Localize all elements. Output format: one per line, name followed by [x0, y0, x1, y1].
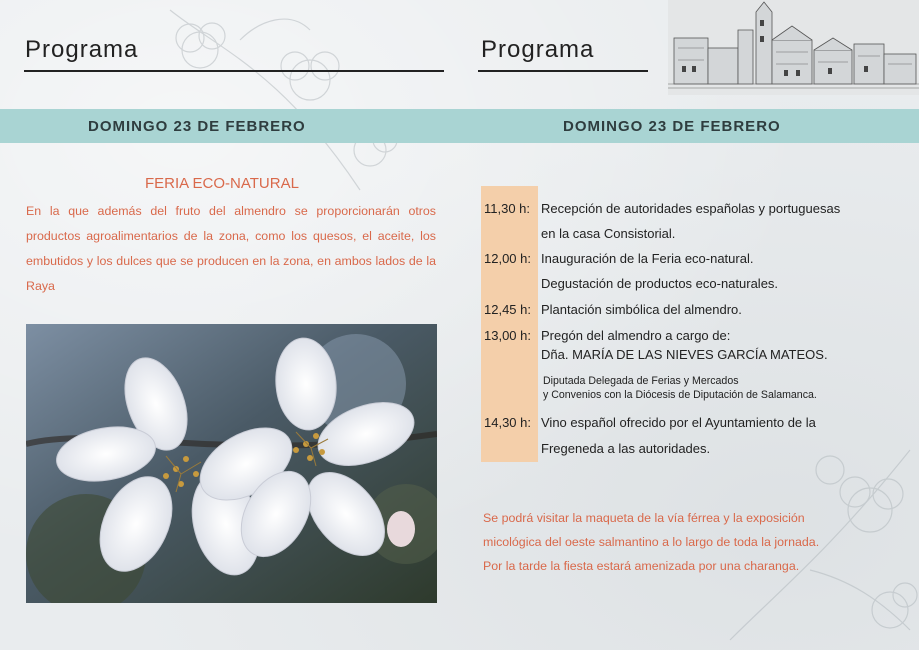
schedule-event: Inauguración de la Feria eco-natural. [541, 251, 754, 266]
schedule-event-note: Diputada Delegada de Ferias y Mercados [543, 375, 739, 387]
schedule-time: 12,45 h: [484, 302, 531, 317]
schedule-time: 11,30 h: [484, 201, 531, 216]
schedule-event: Fregeneda a las autoridades. [541, 441, 711, 456]
heading-underline-right [478, 70, 648, 72]
page-heading-right: Programa [481, 36, 595, 63]
page-heading-left: Programa [25, 36, 139, 63]
footnote-line: Por la tarde la fiesta estará amenizada por una charanga. [483, 559, 800, 573]
feria-title: FERIA ECO-NATURAL [145, 175, 299, 192]
schedule-event: Degustación de productos eco-naturales. [541, 276, 779, 291]
schedule-event: Recepción de autoridades españolas y portuguesas [541, 201, 841, 216]
date-title-right: DOMINGO 23 DE FEBRERO [563, 118, 781, 135]
schedule-event: Plantación simbólica del almendro. [541, 302, 742, 317]
schedule-event: Vino español ofrecido por el Ayuntamiento de la [541, 415, 816, 430]
footnote-line: micológica del oeste salmantino a lo largo de toda la jornada. [483, 535, 820, 549]
feria-description: En la que además del fruto del almendro se proporcionarán otros productos agroalimentarios de la zona, como los quesos, el aceite, los embutidos y los dulces que se producen en la zona, en ambos lados de la Raya [26, 204, 436, 293]
blossom-sprig-decoration [160, 0, 420, 200]
heading-underline-left [24, 70, 444, 72]
town-sketch-illustration [668, 0, 919, 95]
schedule-time: 12,00 h: [484, 251, 531, 266]
footnote [483, 506, 893, 578]
schedule-event-note: y Convenios con la Diócesis de Diputación de Salamanca. [543, 389, 817, 401]
schedule-time: 14,30 h: [484, 415, 531, 430]
almond-blossom-photo [26, 324, 437, 603]
footnote-line: Se podrá visitar la maqueta de la vía férrea y la exposición [483, 511, 805, 525]
date-title-left: DOMINGO 23 DE FEBRERO [88, 118, 306, 135]
schedule-time: 13,00 h: [484, 328, 531, 343]
schedule-event: Pregón del almendro a cargo de: [541, 328, 731, 343]
schedule-event: Dña. MARÍA DE LAS NIEVES GARCÍA MATEOS. [541, 347, 828, 362]
schedule-event: en la casa Consistorial. [541, 226, 676, 241]
